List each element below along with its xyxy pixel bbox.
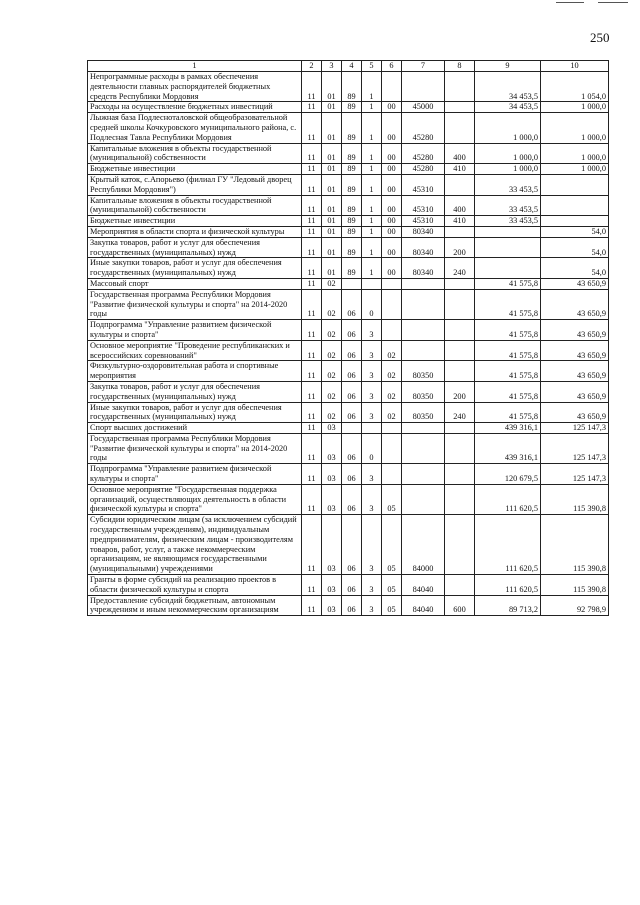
row-description: Бюджетные инвестиции (88, 216, 302, 227)
column-header-6: 6 (382, 61, 402, 72)
row-subprogram: 1 (362, 174, 382, 195)
row-program: 06 (342, 433, 362, 463)
row-expense-type (445, 278, 475, 289)
row-section: 11 (302, 595, 322, 616)
row-amount-year1: 120 679,5 (475, 464, 541, 485)
row-expense-type (445, 423, 475, 434)
row-amount-year2: 43 650,9 (541, 320, 609, 341)
column-header-8: 8 (445, 61, 475, 72)
row-expense-type (445, 464, 475, 485)
row-subsection: 02 (322, 381, 342, 402)
row-expense-type: 200 (445, 381, 475, 402)
row-expense-type (445, 289, 475, 319)
row-subsection: 01 (322, 226, 342, 237)
row-subsection: 01 (322, 164, 342, 175)
row-amount-year2: 125 147,3 (541, 433, 609, 463)
row-measure: 05 (382, 575, 402, 596)
row-amount-year2: 1 000,0 (541, 102, 609, 113)
row-description: Основное мероприятие "Проведение республиканских и всероссийских соревнований" (88, 340, 302, 361)
row-description: Физкультурно-оздоровительная работа и спортивные мероприятия (88, 361, 302, 382)
row-description: Расходы на осуществление бюджетных инвестиций (88, 102, 302, 113)
row-program: 89 (342, 72, 362, 102)
row-expense-type (445, 515, 475, 575)
row-description: Подпрограмма "Управление развитием физической культуры и спорта" (88, 320, 302, 341)
row-description: Субсидии юридическим лицам (за исключением субсидий государственным учреждениям), индивидуальным предпринимателям, физическим лицам - производителям товаров, работ, услуг, а также некоммерческим организациям, не являющимся государственными (муниципальными) учреждениями (88, 515, 302, 575)
row-subprogram: 3 (362, 340, 382, 361)
row-section: 11 (302, 174, 322, 195)
row-subsection: 01 (322, 258, 342, 279)
row-amount-year2: 43 650,9 (541, 402, 609, 423)
row-amount-year2: 1 000,0 (541, 113, 609, 143)
row-expense-type: 400 (445, 143, 475, 164)
table-row (88, 320, 609, 341)
row-expense-type: 600 (445, 595, 475, 616)
row-subprogram: 3 (362, 575, 382, 596)
table-row (88, 226, 609, 237)
table-header (88, 61, 609, 72)
row-target-code: 80350 (402, 402, 445, 423)
row-section: 11 (302, 381, 322, 402)
row-description: Подпрограмма "Управление развитием физической культуры и спорта" (88, 464, 302, 485)
row-program: 89 (342, 143, 362, 164)
row-amount-year2: 54,0 (541, 258, 609, 279)
row-amount-year1: 34 453,5 (475, 102, 541, 113)
row-section: 11 (302, 216, 322, 227)
table-row (88, 464, 609, 485)
row-subsection: 01 (322, 237, 342, 258)
row-subsection: 03 (322, 595, 342, 616)
row-subprogram: 3 (362, 464, 382, 485)
row-target-code: 80340 (402, 226, 445, 237)
row-target-code: 45310 (402, 174, 445, 195)
row-amount-year1: 89 713,2 (475, 595, 541, 616)
row-subsection: 01 (322, 195, 342, 216)
row-section: 11 (302, 289, 322, 319)
row-expense-type (445, 102, 475, 113)
row-subprogram: 1 (362, 195, 382, 216)
row-measure: 00 (382, 164, 402, 175)
table-row (88, 433, 609, 463)
row-section: 11 (302, 515, 322, 575)
header-row (88, 61, 609, 72)
row-program: 06 (342, 595, 362, 616)
row-measure: 00 (382, 143, 402, 164)
row-measure: 02 (382, 381, 402, 402)
table-row (88, 340, 609, 361)
row-measure (382, 320, 402, 341)
row-amount-year2: 115 390,8 (541, 484, 609, 514)
row-program: 89 (342, 195, 362, 216)
row-expense-type (445, 575, 475, 596)
row-target-code (402, 464, 445, 485)
table-row (88, 278, 609, 289)
row-target-code: 84000 (402, 515, 445, 575)
row-amount-year2: 43 650,9 (541, 361, 609, 382)
table-row (88, 402, 609, 423)
row-amount-year1: 111 620,5 (475, 484, 541, 514)
row-subprogram: 1 (362, 226, 382, 237)
row-subprogram: 1 (362, 143, 382, 164)
row-description: Спорт высших достижений (88, 423, 302, 434)
row-measure (382, 433, 402, 463)
row-program: 89 (342, 216, 362, 227)
row-program: 89 (342, 237, 362, 258)
column-header-7: 7 (402, 61, 445, 72)
row-section: 11 (302, 258, 322, 279)
row-amount-year1: 41 575,8 (475, 278, 541, 289)
row-target-code: 45280 (402, 164, 445, 175)
table-row (88, 258, 609, 279)
row-section: 11 (302, 464, 322, 485)
row-expense-type: 410 (445, 216, 475, 227)
row-measure: 05 (382, 515, 402, 575)
row-amount-year2: 1 000,0 (541, 164, 609, 175)
row-target-code: 45000 (402, 102, 445, 113)
row-amount-year1: 41 575,8 (475, 320, 541, 341)
row-target-code: 45310 (402, 195, 445, 216)
row-amount-year2: 125 147,3 (541, 423, 609, 434)
top-edge-mark (598, 2, 628, 3)
row-program: 89 (342, 113, 362, 143)
row-expense-type (445, 433, 475, 463)
row-amount-year1: 439 316,1 (475, 433, 541, 463)
row-amount-year2: 54,0 (541, 226, 609, 237)
row-target-code (402, 433, 445, 463)
table-row (88, 361, 609, 382)
row-amount-year2: 92 798,9 (541, 595, 609, 616)
budget-table (87, 60, 609, 616)
row-measure: 00 (382, 174, 402, 195)
row-subsection: 01 (322, 72, 342, 102)
row-amount-year2: 1 054,0 (541, 72, 609, 102)
row-program: 89 (342, 226, 362, 237)
row-description: Гранты в форме субсидий на реализацию проектов в области физической культуры и спорта (88, 575, 302, 596)
row-amount-year1: 33 453,5 (475, 216, 541, 227)
page-number: 250 (590, 30, 610, 45)
row-amount-year2: 43 650,9 (541, 278, 609, 289)
row-subsection: 01 (322, 102, 342, 113)
row-subsection: 02 (322, 361, 342, 382)
row-subsection: 01 (322, 113, 342, 143)
row-measure (382, 464, 402, 485)
row-measure: 00 (382, 216, 402, 227)
row-expense-type: 400 (445, 195, 475, 216)
row-measure: 00 (382, 113, 402, 143)
row-amount-year2: 125 147,3 (541, 464, 609, 485)
row-amount-year2: 54,0 (541, 237, 609, 258)
row-description: Иные закупки товаров, работ и услуг для обеспечения государственных (муниципальных) нужд (88, 402, 302, 423)
row-section: 11 (302, 423, 322, 434)
row-amount-year2: 43 650,9 (541, 381, 609, 402)
row-amount-year1: 34 453,5 (475, 72, 541, 102)
table-row (88, 423, 609, 434)
row-program: 06 (342, 402, 362, 423)
row-section: 11 (302, 102, 322, 113)
row-program: 89 (342, 164, 362, 175)
row-subprogram: 1 (362, 216, 382, 227)
row-expense-type (445, 113, 475, 143)
row-target-code: 45310 (402, 216, 445, 227)
table-row (88, 216, 609, 227)
row-program (342, 423, 362, 434)
row-description: Крытый каток, с.Апорьево (филиал ГУ "Ледовый дворец Республики Мордовия") (88, 174, 302, 195)
row-expense-type: 410 (445, 164, 475, 175)
row-measure: 00 (382, 237, 402, 258)
row-target-code (402, 484, 445, 514)
row-program: 06 (342, 464, 362, 485)
row-description: Предоставление субсидий бюджетным, автономным учреждениям и иным некоммерческим организациям (88, 595, 302, 616)
row-section: 11 (302, 484, 322, 514)
row-amount-year1 (475, 226, 541, 237)
row-subprogram: 1 (362, 164, 382, 175)
row-subprogram (362, 278, 382, 289)
row-section: 11 (302, 402, 322, 423)
row-section: 11 (302, 361, 322, 382)
row-measure: 00 (382, 195, 402, 216)
row-amount-year1 (475, 237, 541, 258)
row-target-code (402, 72, 445, 102)
row-subprogram: 3 (362, 402, 382, 423)
row-target-code: 80350 (402, 361, 445, 382)
row-subsection: 02 (322, 278, 342, 289)
row-amount-year2: 43 650,9 (541, 340, 609, 361)
table-row (88, 102, 609, 113)
row-program: 89 (342, 258, 362, 279)
row-section: 11 (302, 320, 322, 341)
row-amount-year1: 41 575,8 (475, 402, 541, 423)
row-target-code (402, 320, 445, 341)
row-amount-year1: 33 453,5 (475, 174, 541, 195)
row-description: Государственная программа Республики Мордовия "Развитие физической культуры и спорта" на 2014-2020 годы (88, 433, 302, 463)
row-amount-year1: 439 316,1 (475, 423, 541, 434)
row-program: 06 (342, 340, 362, 361)
column-header-5: 5 (362, 61, 382, 72)
row-measure: 02 (382, 340, 402, 361)
row-amount-year1: 33 453,5 (475, 195, 541, 216)
row-measure (382, 423, 402, 434)
row-amount-year2 (541, 216, 609, 227)
row-measure (382, 278, 402, 289)
row-subprogram: 1 (362, 113, 382, 143)
row-subprogram: 3 (362, 361, 382, 382)
row-amount-year2: 115 390,8 (541, 575, 609, 596)
row-subprogram: 1 (362, 258, 382, 279)
row-description: Лыжная база Подлесноталовской общеобразовательной средней школы Кочкуровского муниципального района, с. Подлесная Тавла Республики Мордовия (88, 113, 302, 143)
row-section: 11 (302, 113, 322, 143)
row-program: 06 (342, 289, 362, 319)
row-section: 11 (302, 143, 322, 164)
row-subprogram: 3 (362, 515, 382, 575)
row-amount-year2 (541, 174, 609, 195)
top-edge-mark (556, 2, 584, 3)
row-amount-year1: 41 575,8 (475, 340, 541, 361)
row-section: 11 (302, 226, 322, 237)
table-row (88, 195, 609, 216)
row-description: Непрограммные расходы в рамках обеспечения деятельности главных распорядителей бюджетных средств Республики Мордовия (88, 72, 302, 102)
row-section: 11 (302, 340, 322, 361)
column-header-4: 4 (342, 61, 362, 72)
row-description: Массовый спорт (88, 278, 302, 289)
table-row (88, 174, 609, 195)
row-program: 06 (342, 515, 362, 575)
row-measure: 00 (382, 258, 402, 279)
table-row (88, 289, 609, 319)
row-subsection: 01 (322, 216, 342, 227)
row-target-code: 80340 (402, 237, 445, 258)
table-row (88, 164, 609, 175)
table-row (88, 72, 609, 102)
row-subprogram: 1 (362, 102, 382, 113)
row-target-code: 80340 (402, 258, 445, 279)
row-program: 89 (342, 102, 362, 113)
row-measure: 00 (382, 226, 402, 237)
row-amount-year2: 43 650,9 (541, 289, 609, 319)
row-subsection: 03 (322, 464, 342, 485)
table-row (88, 515, 609, 575)
row-section: 11 (302, 195, 322, 216)
column-header-10: 10 (541, 61, 609, 72)
row-amount-year2 (541, 195, 609, 216)
row-expense-type (445, 340, 475, 361)
row-description: Закупка товаров, работ и услуг для обеспечения государственных (муниципальных) нужд (88, 381, 302, 402)
row-target-code: 45280 (402, 113, 445, 143)
row-target-code: 84040 (402, 575, 445, 596)
row-description: Закупка товаров, работ и услуг для обеспечения государственных (муниципальных) нужд (88, 237, 302, 258)
table-row (88, 113, 609, 143)
row-expense-type: 200 (445, 237, 475, 258)
row-subsection: 01 (322, 174, 342, 195)
row-amount-year1: 41 575,8 (475, 381, 541, 402)
table-row (88, 143, 609, 164)
table-row (88, 484, 609, 514)
row-measure: 05 (382, 595, 402, 616)
row-subsection: 03 (322, 575, 342, 596)
row-subsection: 03 (322, 484, 342, 514)
row-program: 06 (342, 575, 362, 596)
row-description: Капитальные вложения в объекты государственной (муниципальной) собственности (88, 195, 302, 216)
column-header-2: 2 (302, 61, 322, 72)
row-program: 89 (342, 174, 362, 195)
row-amount-year1: 1 000,0 (475, 143, 541, 164)
row-amount-year1: 1 000,0 (475, 113, 541, 143)
row-section: 11 (302, 237, 322, 258)
row-section: 11 (302, 433, 322, 463)
row-description: Бюджетные инвестиции (88, 164, 302, 175)
row-subprogram: 0 (362, 433, 382, 463)
row-subsection: 03 (322, 515, 342, 575)
row-expense-type (445, 174, 475, 195)
table-row (88, 237, 609, 258)
row-target-code (402, 278, 445, 289)
row-measure: 02 (382, 402, 402, 423)
row-program: 06 (342, 320, 362, 341)
row-amount-year1: 111 620,5 (475, 515, 541, 575)
row-expense-type (445, 226, 475, 237)
row-measure (382, 289, 402, 319)
row-amount-year2: 115 390,8 (541, 515, 609, 575)
row-expense-type (445, 361, 475, 382)
row-amount-year1 (475, 258, 541, 279)
row-target-code (402, 340, 445, 361)
row-target-code: 45280 (402, 143, 445, 164)
row-program: 06 (342, 381, 362, 402)
row-measure: 02 (382, 361, 402, 382)
table-row (88, 381, 609, 402)
table-body (88, 72, 609, 616)
row-section: 11 (302, 278, 322, 289)
row-measure: 05 (382, 484, 402, 514)
row-description: Государственная программа Республики Мордовия "Развитие физической культуры и спорта" на 2014-2020 годы (88, 289, 302, 319)
row-expense-type (445, 320, 475, 341)
row-program (342, 278, 362, 289)
row-subprogram: 1 (362, 72, 382, 102)
row-subsection: 02 (322, 340, 342, 361)
row-amount-year1: 111 620,5 (475, 575, 541, 596)
row-subsection: 02 (322, 289, 342, 319)
row-subprogram: 3 (362, 484, 382, 514)
row-subsection: 03 (322, 423, 342, 434)
column-header-3: 3 (322, 61, 342, 72)
row-program: 06 (342, 484, 362, 514)
row-description: Мероприятия в области спорта и физической культуры (88, 226, 302, 237)
row-section: 11 (302, 72, 322, 102)
row-subprogram: 1 (362, 237, 382, 258)
row-target-code (402, 423, 445, 434)
row-expense-type (445, 72, 475, 102)
row-measure: 00 (382, 102, 402, 113)
row-amount-year1: 1 000,0 (475, 164, 541, 175)
row-expense-type: 240 (445, 258, 475, 279)
row-expense-type (445, 484, 475, 514)
table-row (88, 575, 609, 596)
row-target-code (402, 289, 445, 319)
row-amount-year2: 1 000,0 (541, 143, 609, 164)
row-subsection: 02 (322, 320, 342, 341)
row-subprogram: 3 (362, 381, 382, 402)
row-subsection: 01 (322, 143, 342, 164)
row-description: Иные закупки товаров, работ и услуг для обеспечения государственных (муниципальных) нужд (88, 258, 302, 279)
column-header-1: 1 (88, 61, 302, 72)
row-expense-type: 240 (445, 402, 475, 423)
row-subsection: 02 (322, 402, 342, 423)
row-section: 11 (302, 575, 322, 596)
row-amount-year1: 41 575,8 (475, 289, 541, 319)
row-subsection: 03 (322, 433, 342, 463)
row-description: Капитальные вложения в объекты государственной (муниципальной) собственности (88, 143, 302, 164)
row-subprogram (362, 423, 382, 434)
row-measure (382, 72, 402, 102)
row-target-code: 80350 (402, 381, 445, 402)
row-subprogram: 0 (362, 289, 382, 319)
table-row (88, 595, 609, 616)
row-amount-year1: 41 575,8 (475, 361, 541, 382)
row-section: 11 (302, 164, 322, 175)
row-program: 06 (342, 361, 362, 382)
row-subprogram: 3 (362, 320, 382, 341)
row-subprogram: 3 (362, 595, 382, 616)
column-header-9: 9 (475, 61, 541, 72)
row-description: Основное мероприятие "Государственная поддержка организаций, осуществляющих деятельность в области физической культуры и спорта" (88, 484, 302, 514)
row-target-code: 84040 (402, 595, 445, 616)
